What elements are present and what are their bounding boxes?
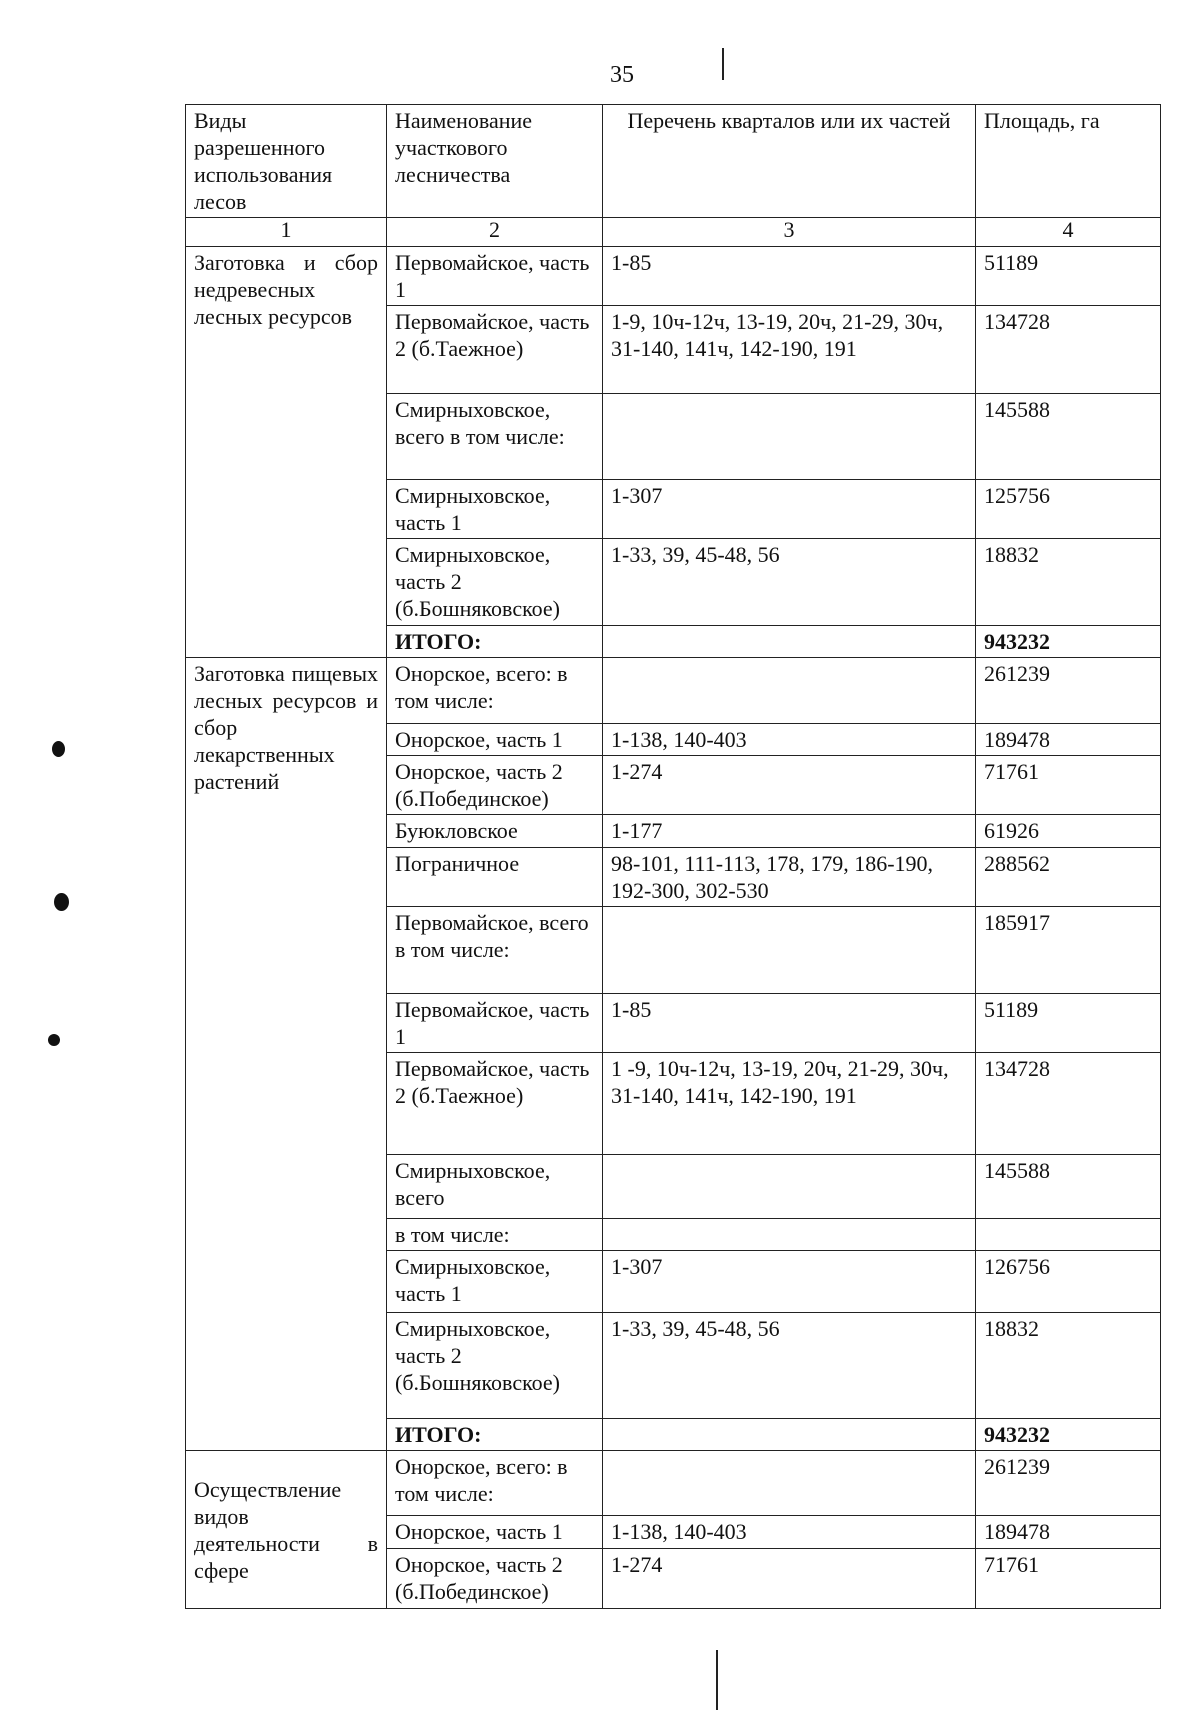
table-header-row <box>186 105 1161 218</box>
column-header: Наименование участкового лесничества <box>387 105 603 218</box>
forestry-name-cell: Онорское, часть 2 (б.Побединское) <box>387 1549 603 1609</box>
quarters-cell: 1-274 <box>603 756 976 815</box>
use-type-cell: Осуществление видов деятельности в сфере <box>186 1451 387 1609</box>
forestry-name-cell: ИТОГО: <box>387 626 603 658</box>
quarters-cell: 1-85 <box>603 247 976 306</box>
forestry-name-cell: ИТОГО: <box>387 1419 603 1451</box>
quarters-cell: 1-138, 140-403 <box>603 1516 976 1549</box>
scan-line-bottom <box>716 1650 718 1710</box>
quarters-cell <box>603 626 976 658</box>
area-cell: 189478 <box>976 724 1161 756</box>
forestry-name-cell: Онорское, часть 1 <box>387 724 603 756</box>
forestry-name-cell: Пограничное <box>387 848 603 907</box>
quarters-cell <box>603 394 976 480</box>
forestry-name-cell: Онорское, всего: в том числе: <box>387 1451 603 1516</box>
forestry-name-cell: в том числе: <box>387 1219 603 1251</box>
area-cell: 261239 <box>976 658 1161 724</box>
forestry-name-cell: Смирныховское, всего <box>387 1155 603 1219</box>
area-cell: 18832 <box>976 539 1161 626</box>
forestry-name-cell: Смирныховское, часть 2 (б.Бошняковское) <box>387 1313 603 1419</box>
punch-hole-mark <box>48 1034 60 1046</box>
table-row <box>186 1451 1161 1516</box>
area-cell: 134728 <box>976 306 1161 394</box>
forestry-name-cell: Первомайское, часть 2 (б.Таежное) <box>387 306 603 394</box>
forestry-name-cell: Онорское, часть 1 <box>387 1516 603 1549</box>
area-cell: 71761 <box>976 1549 1161 1609</box>
quarters-cell: 1-177 <box>603 815 976 848</box>
quarters-cell: 1-274 <box>603 1549 976 1609</box>
forestry-name-cell: Первомайское, часть 1 <box>387 247 603 306</box>
forestry-name-cell: Смирныховское, часть 1 <box>387 1251 603 1313</box>
quarters-cell: 1 -9, 10ч-12ч, 13-19, 20ч, 21-29, 30ч, 31-140, 141ч, 142-190, 191 <box>603 1053 976 1155</box>
area-cell: 261239 <box>976 1451 1161 1516</box>
area-cell: 145588 <box>976 394 1161 480</box>
table-body <box>186 247 1161 1609</box>
area-cell: 51189 <box>976 247 1161 306</box>
forestry-name-cell: Первомайское, всего в том числе: <box>387 907 603 994</box>
column-number: 2 <box>387 218 603 247</box>
column-number: 4 <box>976 218 1161 247</box>
area-cell: 288562 <box>976 848 1161 907</box>
quarters-cell <box>603 1155 976 1219</box>
punch-hole-mark <box>52 741 65 757</box>
table-row <box>186 247 1161 306</box>
area-cell: 134728 <box>976 1053 1161 1155</box>
area-cell: 943232 <box>976 1419 1161 1451</box>
page-number: 35 <box>610 62 634 88</box>
quarters-cell: 1-307 <box>603 480 976 539</box>
forestry-name-cell: Смирныховское, всего в том числе: <box>387 394 603 480</box>
column-header: Перечень кварталов или их частей <box>603 105 976 218</box>
quarters-cell <box>603 1451 976 1516</box>
area-cell: 943232 <box>976 626 1161 658</box>
quarters-cell: 1-138, 140-403 <box>603 724 976 756</box>
forestry-name-cell: Онорское, всего: в том числе: <box>387 658 603 724</box>
column-number: 1 <box>186 218 387 247</box>
quarters-cell <box>603 907 976 994</box>
forestry-name-cell: Смирныховское, часть 1 <box>387 480 603 539</box>
quarters-cell: 98-101, 111-113, 178, 179, 186-190, 192-300, 302-530 <box>603 848 976 907</box>
scan-line-top <box>722 48 724 80</box>
forestry-name-cell: Первомайское, часть 1 <box>387 994 603 1053</box>
column-number-row <box>186 218 1161 247</box>
punch-hole-mark <box>54 893 69 911</box>
area-cell: 145588 <box>976 1155 1161 1219</box>
quarters-cell: 1-33, 39, 45-48, 56 <box>603 539 976 626</box>
quarters-cell: 1-307 <box>603 1251 976 1313</box>
quarters-cell: 1-85 <box>603 994 976 1053</box>
forestry-name-cell: Онорское, часть 2 (б.Побединское) <box>387 756 603 815</box>
forestry-name-cell: Смирныховское, часть 2 (б.Бошняковское) <box>387 539 603 626</box>
forest-use-table <box>185 104 1161 1609</box>
quarters-cell <box>603 1419 976 1451</box>
area-cell <box>976 1219 1161 1251</box>
area-cell: 126756 <box>976 1251 1161 1313</box>
area-cell: 185917 <box>976 907 1161 994</box>
forestry-name-cell: Первомайское, часть 2 (б.Таежное) <box>387 1053 603 1155</box>
area-cell: 189478 <box>976 1516 1161 1549</box>
area-cell: 51189 <box>976 994 1161 1053</box>
quarters-cell: 1-33, 39, 45-48, 56 <box>603 1313 976 1419</box>
use-type-cell: Заготовка пищевых лесных ресурсов и сбор лекарственных растений <box>186 658 387 1451</box>
forestry-name-cell: Буюкловское <box>387 815 603 848</box>
area-cell: 61926 <box>976 815 1161 848</box>
column-header: Виды разрешенного использования лесов <box>186 105 387 218</box>
area-cell: 71761 <box>976 756 1161 815</box>
column-number: 3 <box>603 218 976 247</box>
area-cell: 18832 <box>976 1313 1161 1419</box>
use-type-cell: Заготовка и сбор недревесных лесных ресурсов <box>186 247 387 658</box>
quarters-cell: 1-9, 10ч-12ч, 13-19, 20ч, 21-29, 30ч, 31-140, 141ч, 142-190, 191 <box>603 306 976 394</box>
quarters-cell <box>603 658 976 724</box>
quarters-cell <box>603 1219 976 1251</box>
table-row <box>186 658 1161 724</box>
column-header: Площадь, га <box>976 105 1161 218</box>
area-cell: 125756 <box>976 480 1161 539</box>
